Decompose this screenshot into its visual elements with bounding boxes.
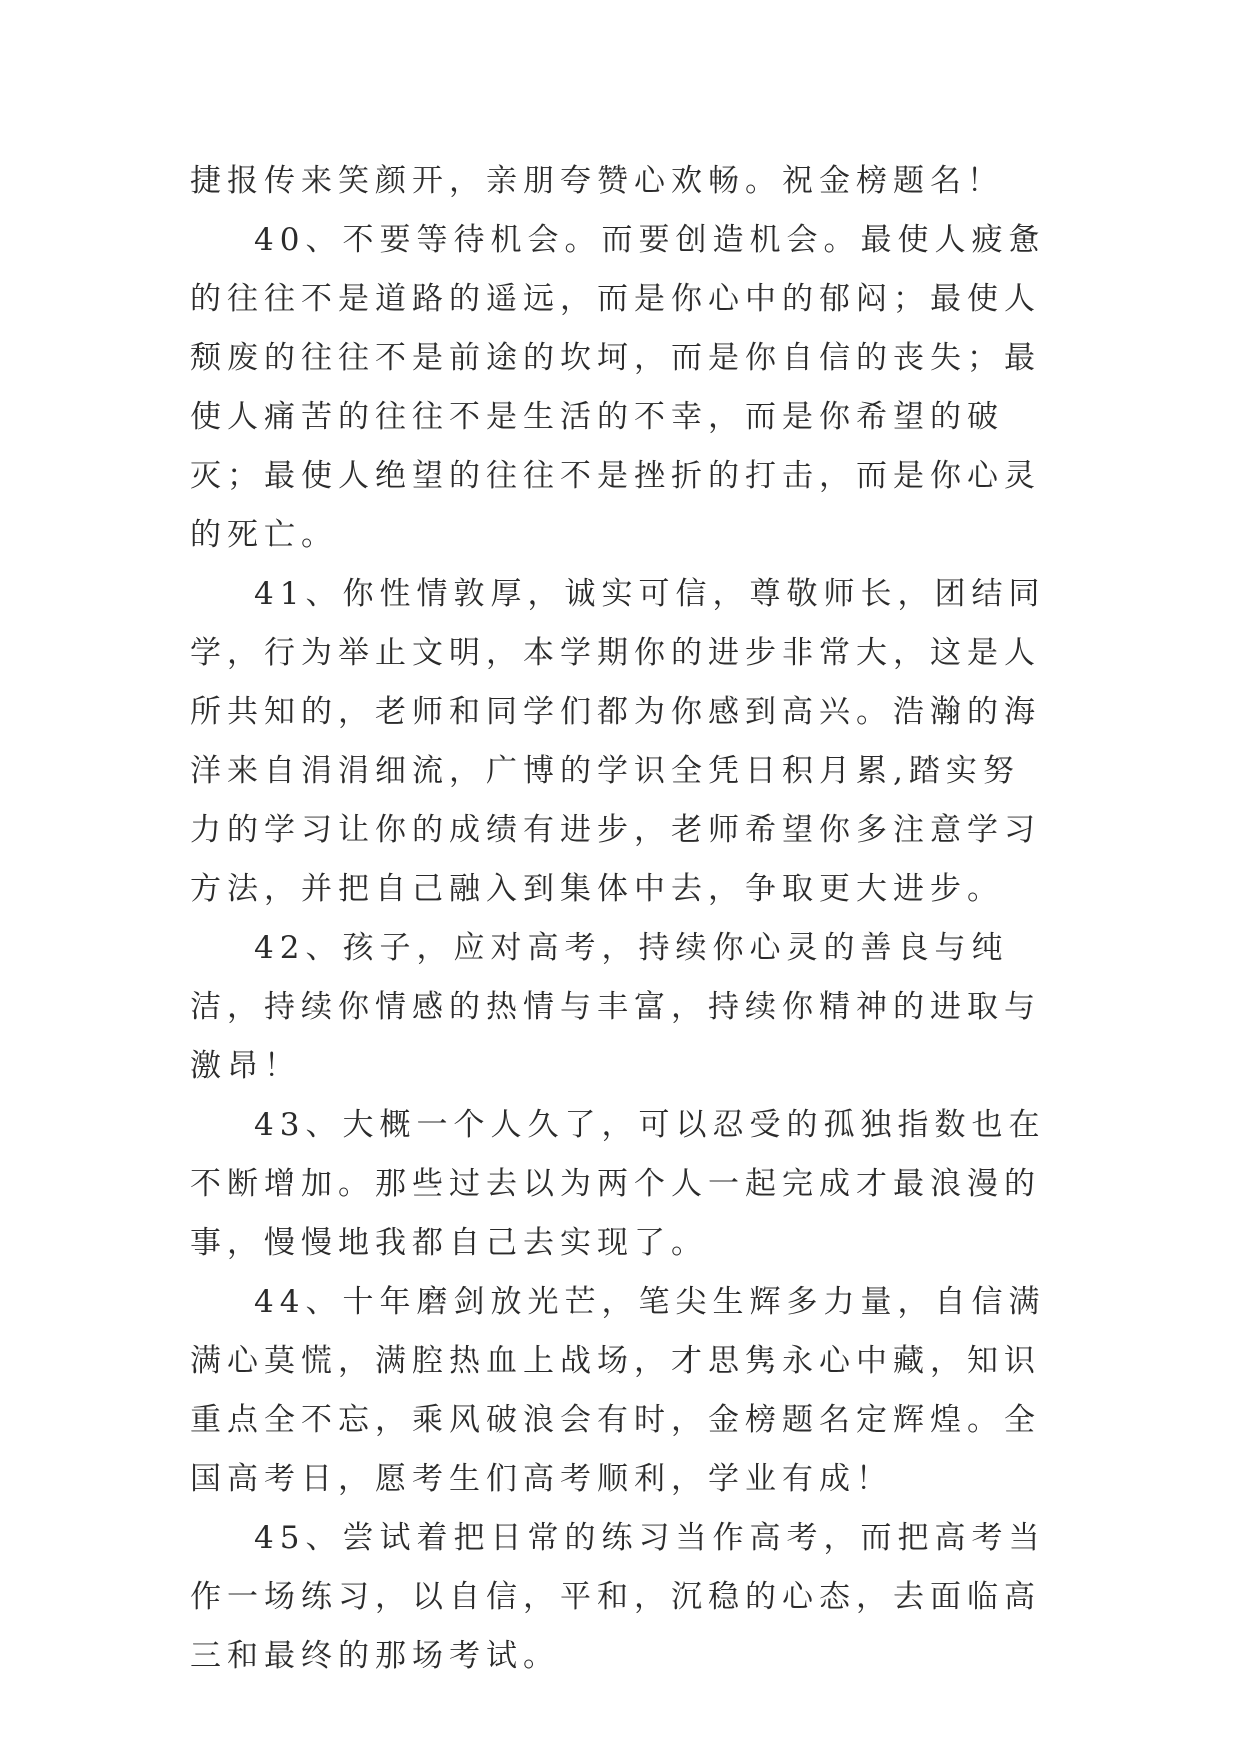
paragraph-item-45: 45、尝试着把日常的练习当作高考，而把高考当作一场练习，以自信，平和，沉稳的心态，去面临高三和最终的那场考试。 (190, 1520, 1046, 1674)
paragraph-continuation: 捷报传来笑颜开，亲朋夸赞心欢畅。祝金榜题名！ (190, 163, 1004, 199)
paragraph-item-43: 43、大概一个人久了，可以忍受的孤独指数也在不断增加。那些过去以为两个人一起完成才最浪漫的事，慢慢地我都自己去实现了。 (190, 1107, 1046, 1261)
paragraph-item-40: 40、不要等待机会。而要创造机会。最使人疲惫的往往不是道路的遥远，而是你心中的郁闷；最使人颓废的往往不是前途的坎坷，而是你自信的丧失；最使人痛苦的往往不是生活的不幸，而是你希望的破灭；最使人绝望的往往不是挫折的打击，而是你心灵的死亡。 (190, 222, 1046, 553)
paragraph-item-41: 41、你性情敦厚，诚实可信，尊敬师长，团结同学，行为举止文明，本学期你的进步非常大，这是人所共知的，老师和同学们都为你感到高兴。浩瀚的海洋来自涓涓细流，广博的学识全凭日积月累,踏实努力的学习让你的成绩有进步，老师希望你多注意学习方法，并把自己融入到集体中去，争取更大进步。 (190, 576, 1046, 907)
paragraph-item-42: 42、孩子，应对高考，持续你心灵的善良与纯洁，持续你情感的热情与丰富，持续你精神的进取与激昂！ (190, 930, 1041, 1084)
document-page (190, 152, 1050, 1686)
paragraph-item-44: 44、十年磨剑放光芒，笔尖生辉多力量，自信满满心莫慌，满腔热血上战场，才思隽永心中藏，知识重点全不忘，乘风破浪会有时，金榜题名定辉煌。全国高考日，愿考生们高考顺利，学业有成！ (190, 1284, 1046, 1497)
